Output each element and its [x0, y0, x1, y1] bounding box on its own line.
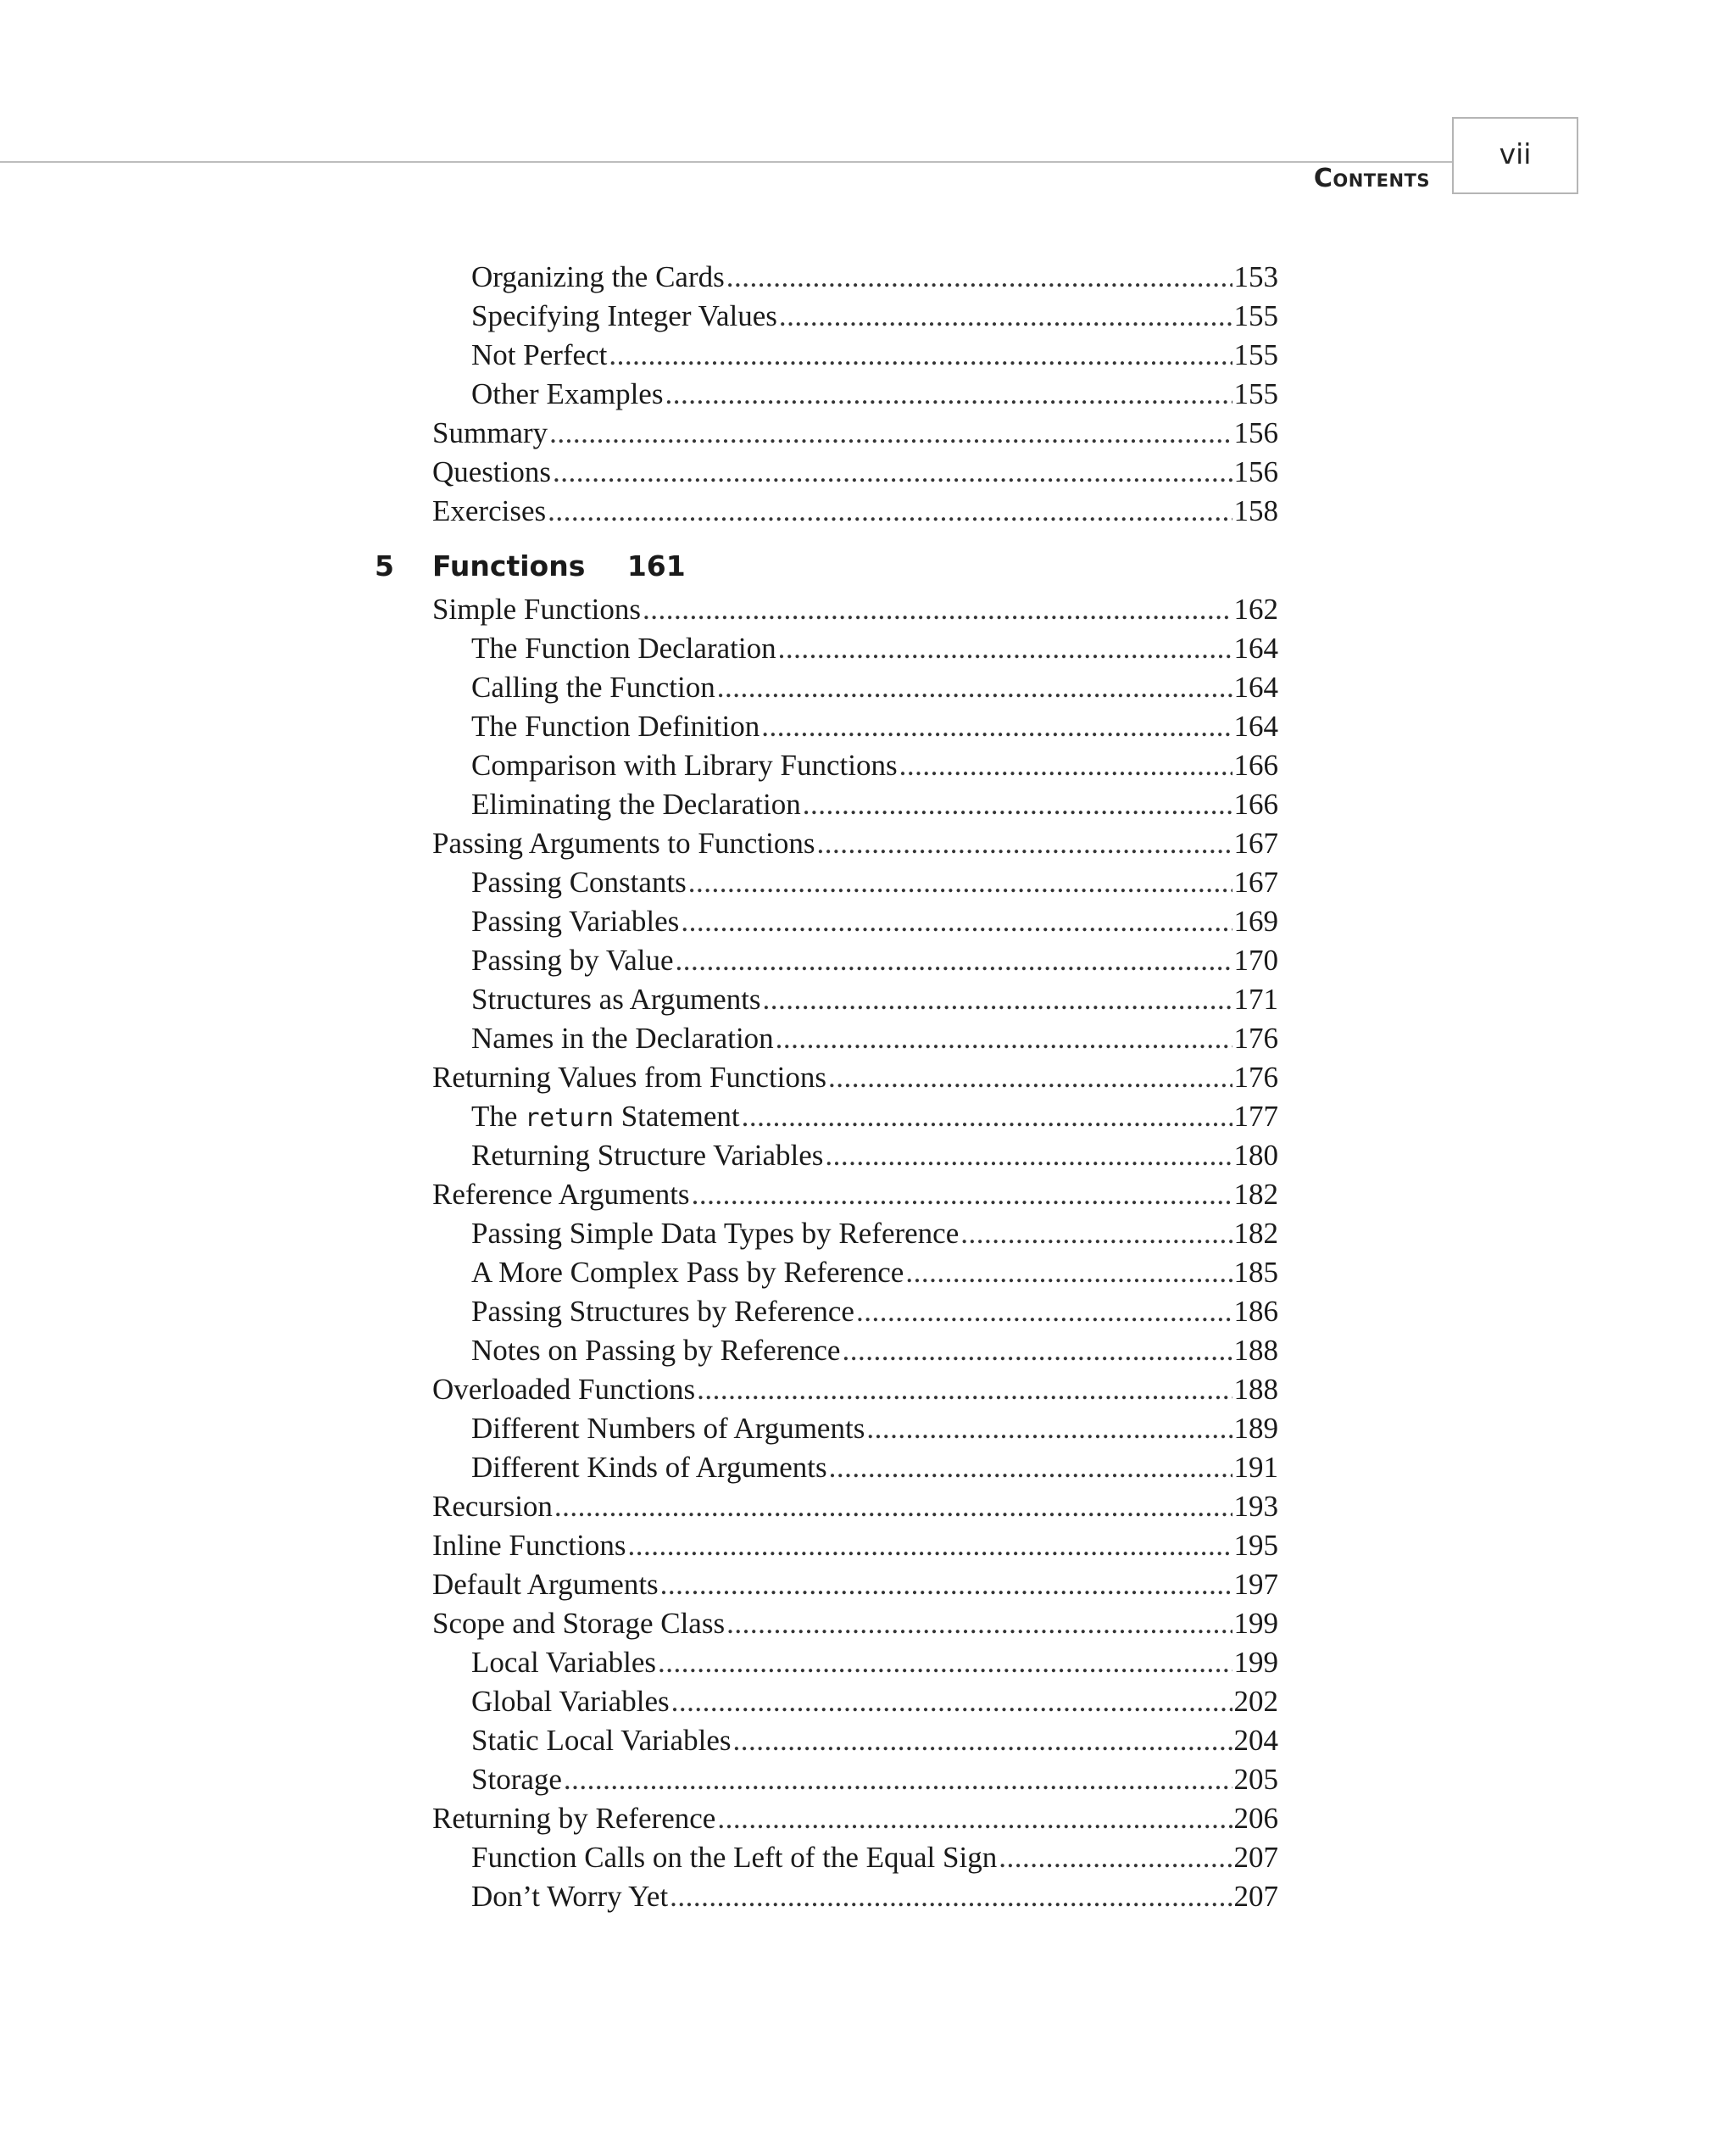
toc-entry-title: Names in the Declaration: [471, 1022, 774, 1055]
toc-entry: [432, 1370, 1278, 1409]
dot-leader: [776, 1019, 1232, 1058]
toc-entry: [432, 258, 1278, 297]
toc-entry-title: Default Arguments: [432, 1568, 659, 1601]
toc-entry: [432, 902, 1278, 941]
toc-entry-title: Calling the Function: [471, 671, 715, 704]
toc-entry: [432, 980, 1278, 1019]
dot-leader: [548, 492, 1232, 531]
dot-leader: [717, 1799, 1232, 1838]
dot-leader: [866, 1409, 1232, 1448]
dot-leader: [856, 1292, 1232, 1331]
dot-leader: [761, 707, 1232, 746]
toc-entry-page: 195: [1233, 1529, 1278, 1562]
toc-entry-title: Local Variables: [471, 1646, 657, 1679]
toc-entry: [432, 746, 1278, 785]
dot-leader: [553, 453, 1232, 492]
toc-entry-page: 170: [1233, 944, 1278, 977]
dot-leader: [717, 668, 1232, 707]
dot-leader: [829, 1448, 1232, 1487]
toc-entry-title: Passing Simple Data Types by Reference: [471, 1217, 960, 1250]
toc-entry-title: Returning Values from Functions: [432, 1061, 827, 1094]
dot-leader: [828, 1058, 1232, 1097]
dot-leader: [816, 824, 1232, 863]
dot-leader: [999, 1838, 1232, 1877]
toc-entry-page: 188: [1233, 1334, 1278, 1367]
toc-entry-title: Other Examples: [471, 377, 664, 410]
toc-entry-page: 177: [1233, 1100, 1278, 1133]
toc-entry-page: 189: [1233, 1412, 1278, 1445]
toc-entry-title: Comparison with Library Functions: [471, 749, 898, 782]
toc-entry-page: 155: [1233, 299, 1278, 332]
toc-entry: [432, 414, 1278, 453]
dot-leader: [670, 1877, 1232, 1916]
toc-entry: [432, 1526, 1278, 1565]
toc-entry-title-suffix: Statement: [613, 1100, 740, 1133]
toc-entry-title: Returning Structure Variables: [471, 1139, 824, 1172]
dot-leader: [681, 902, 1232, 941]
toc-entry-page: 206: [1233, 1802, 1278, 1835]
toc-entry: [432, 336, 1278, 375]
dot-leader: [960, 1214, 1232, 1253]
dot-leader: [825, 1136, 1232, 1175]
dot-leader: [554, 1487, 1232, 1526]
toc-entry-page: 158: [1233, 494, 1278, 527]
toc-entry-title: The Function Declaration: [471, 632, 776, 665]
toc-entry-page: 167: [1233, 866, 1278, 899]
toc-entry: [432, 1721, 1278, 1760]
toc-entry-title: Recursion: [432, 1490, 553, 1523]
toc-entry: [432, 785, 1278, 824]
toc-entry: [432, 1214, 1278, 1253]
toc-entry: [432, 297, 1278, 336]
chapter-page: 161: [626, 549, 686, 582]
dot-leader: [564, 1760, 1232, 1799]
toc-section-chapter-5: [432, 590, 1278, 1916]
toc-entry: [432, 1760, 1278, 1799]
toc-entry-page: 164: [1233, 632, 1278, 665]
toc-entry-page: 164: [1233, 671, 1278, 704]
toc-entry-page: 199: [1233, 1607, 1278, 1640]
toc-entry-page: 182: [1233, 1178, 1278, 1211]
toc-entry: [432, 1019, 1278, 1058]
toc-entry-page: 167: [1233, 827, 1278, 860]
toc-entry-title: Specifying Integer Values: [471, 299, 777, 332]
dot-leader: [658, 1643, 1232, 1682]
toc-entry-title: Eliminating the Declaration: [471, 788, 801, 821]
toc-entry: [432, 1643, 1278, 1682]
toc-entry: [432, 1253, 1278, 1292]
toc-entry-title: Summary: [432, 416, 548, 449]
toc-entry-page: 176: [1233, 1061, 1278, 1094]
toc-entry-page: 197: [1233, 1568, 1278, 1601]
toc-entry-page: 202: [1233, 1685, 1278, 1718]
toc-entry-title-prefix: The: [471, 1100, 526, 1133]
toc-entry-page: 204: [1233, 1724, 1278, 1757]
toc-entry-page: 166: [1233, 788, 1278, 821]
toc-entry-title: The Function Definition: [471, 710, 760, 743]
toc-entry-title: Storage: [471, 1763, 562, 1796]
toc-entry: [432, 668, 1278, 707]
toc-entry: [432, 1565, 1278, 1604]
dot-leader: [778, 629, 1232, 668]
toc-entry: [432, 1097, 1278, 1136]
toc-entry: [432, 863, 1278, 902]
dot-leader: [692, 1175, 1232, 1214]
dot-leader: [627, 1526, 1232, 1565]
toc-entry-page: 199: [1233, 1646, 1278, 1679]
toc-entry-title: Notes on Passing by Reference: [471, 1334, 841, 1367]
dot-leader: [549, 414, 1232, 453]
toc-entry-title: Function Calls on the Left of the Equal Sign: [471, 1841, 998, 1874]
running-title: Contents: [1313, 164, 1430, 193]
dot-leader: [688, 863, 1232, 902]
toc-entry-title: Passing Constants: [471, 866, 687, 899]
toc-entry-title: Structures as Arguments: [471, 983, 761, 1016]
toc-entry: [432, 941, 1278, 980]
toc-entry-page: 176: [1233, 1022, 1278, 1055]
dot-leader: [905, 1253, 1232, 1292]
toc-entry-page: 207: [1233, 1841, 1278, 1874]
toc-entry: [432, 629, 1278, 668]
dot-leader: [899, 746, 1232, 785]
page-number: vii: [1499, 137, 1532, 170]
toc-entry-page: 191: [1233, 1451, 1278, 1484]
dot-leader: [742, 1097, 1232, 1136]
toc-entry-title: Different Kinds of Arguments: [471, 1451, 827, 1484]
toc-entry-title: Static Local Variables: [471, 1724, 732, 1757]
toc-entry-title: Don’t Worry Yet: [471, 1880, 669, 1913]
toc-entry-title: Passing Structures by Reference: [471, 1295, 854, 1328]
toc-entry-title: Inline Functions: [432, 1529, 626, 1562]
toc-entry-title: [471, 1097, 740, 1137]
toc-entry-page: 155: [1233, 338, 1278, 371]
dot-leader: [779, 297, 1232, 336]
toc-entry-page: 182: [1233, 1217, 1278, 1250]
toc-entry-page: 156: [1233, 416, 1278, 449]
toc-entry-title: Overloaded Functions: [432, 1373, 696, 1406]
table-of-contents: [375, 258, 1278, 1916]
dot-leader: [732, 1721, 1232, 1760]
toc-entry-page: 186: [1233, 1295, 1278, 1328]
dot-leader: [609, 336, 1232, 375]
dot-leader: [763, 980, 1232, 1019]
toc-entry-title: Different Numbers of Arguments: [471, 1412, 865, 1445]
toc-entry: [432, 375, 1278, 414]
toc-entry: [432, 1292, 1278, 1331]
toc-entry-page: 207: [1233, 1880, 1278, 1913]
toc-entry-title: Scope and Storage Class: [432, 1607, 726, 1640]
toc-entry: [432, 1487, 1278, 1526]
toc-entry: [432, 453, 1278, 492]
toc-entry-page: 162: [1233, 593, 1278, 626]
toc-entry-page: 188: [1233, 1373, 1278, 1406]
toc-section-previous-chapter: [432, 258, 1278, 531]
toc-entry-title: Simple Functions: [432, 593, 641, 626]
toc-entry-page: 156: [1233, 455, 1278, 488]
toc-entry-page: 164: [1233, 710, 1278, 743]
toc-entry: [432, 1058, 1278, 1097]
dot-leader: [660, 1565, 1232, 1604]
toc-entry: [432, 1682, 1278, 1721]
toc-entry: [432, 1448, 1278, 1487]
toc-entry-page: 153: [1233, 260, 1278, 293]
toc-entry: [432, 1175, 1278, 1214]
toc-entry: [432, 1799, 1278, 1838]
toc-entry-page: 169: [1233, 905, 1278, 938]
toc-entry: [432, 1877, 1278, 1916]
toc-entry-title-code: return: [525, 1103, 614, 1132]
toc-entry: [432, 590, 1278, 629]
dot-leader: [726, 1604, 1232, 1643]
dot-leader: [842, 1331, 1232, 1370]
chapter-number: 5: [375, 549, 394, 582]
dot-leader: [665, 375, 1232, 414]
toc-entry-title: Exercises: [432, 494, 547, 527]
toc-entry-title: Organizing the Cards: [471, 260, 725, 293]
toc-entry-title: A More Complex Pass by Reference: [471, 1256, 904, 1289]
dot-leader: [671, 1682, 1232, 1721]
toc-entry-page: 171: [1233, 983, 1278, 1016]
dot-leader: [697, 1370, 1232, 1409]
toc-entry: [432, 492, 1278, 531]
toc-entry: [432, 1409, 1278, 1448]
toc-entry-page: 185: [1233, 1256, 1278, 1289]
toc-entry-page: 205: [1233, 1763, 1278, 1796]
dot-leader: [803, 785, 1232, 824]
toc-entry-title: Passing by Value: [471, 944, 674, 977]
toc-entry-title: Reference Arguments: [432, 1178, 690, 1211]
toc-entry-title: Passing Arguments to Functions: [432, 827, 815, 860]
toc-entry-title: Questions: [432, 455, 551, 488]
chapter-heading: [375, 543, 1278, 590]
toc-entry: [432, 1136, 1278, 1175]
toc-entry-title: Not Perfect: [471, 338, 608, 371]
toc-entry-title: Global Variables: [471, 1685, 670, 1718]
toc-entry-page: 155: [1233, 377, 1278, 410]
toc-entry: [432, 1838, 1278, 1877]
toc-entry: [432, 707, 1278, 746]
toc-entry-page: 180: [1233, 1139, 1278, 1172]
toc-entry: [432, 1604, 1278, 1643]
toc-entry: [432, 1331, 1278, 1370]
chapter-title: Functions: [432, 549, 586, 582]
toc-entry-title: Passing Variables: [471, 905, 680, 938]
toc-entry: [432, 824, 1278, 863]
header-rule: [0, 161, 1452, 163]
dot-leader: [726, 258, 1232, 297]
toc-entry-title: Returning by Reference: [432, 1802, 716, 1835]
dot-leader: [676, 941, 1232, 980]
dot-leader: [643, 590, 1232, 629]
page-number-box: [1452, 117, 1578, 194]
toc-entry-page: 193: [1233, 1490, 1278, 1523]
toc-entry-page: 166: [1233, 749, 1278, 782]
